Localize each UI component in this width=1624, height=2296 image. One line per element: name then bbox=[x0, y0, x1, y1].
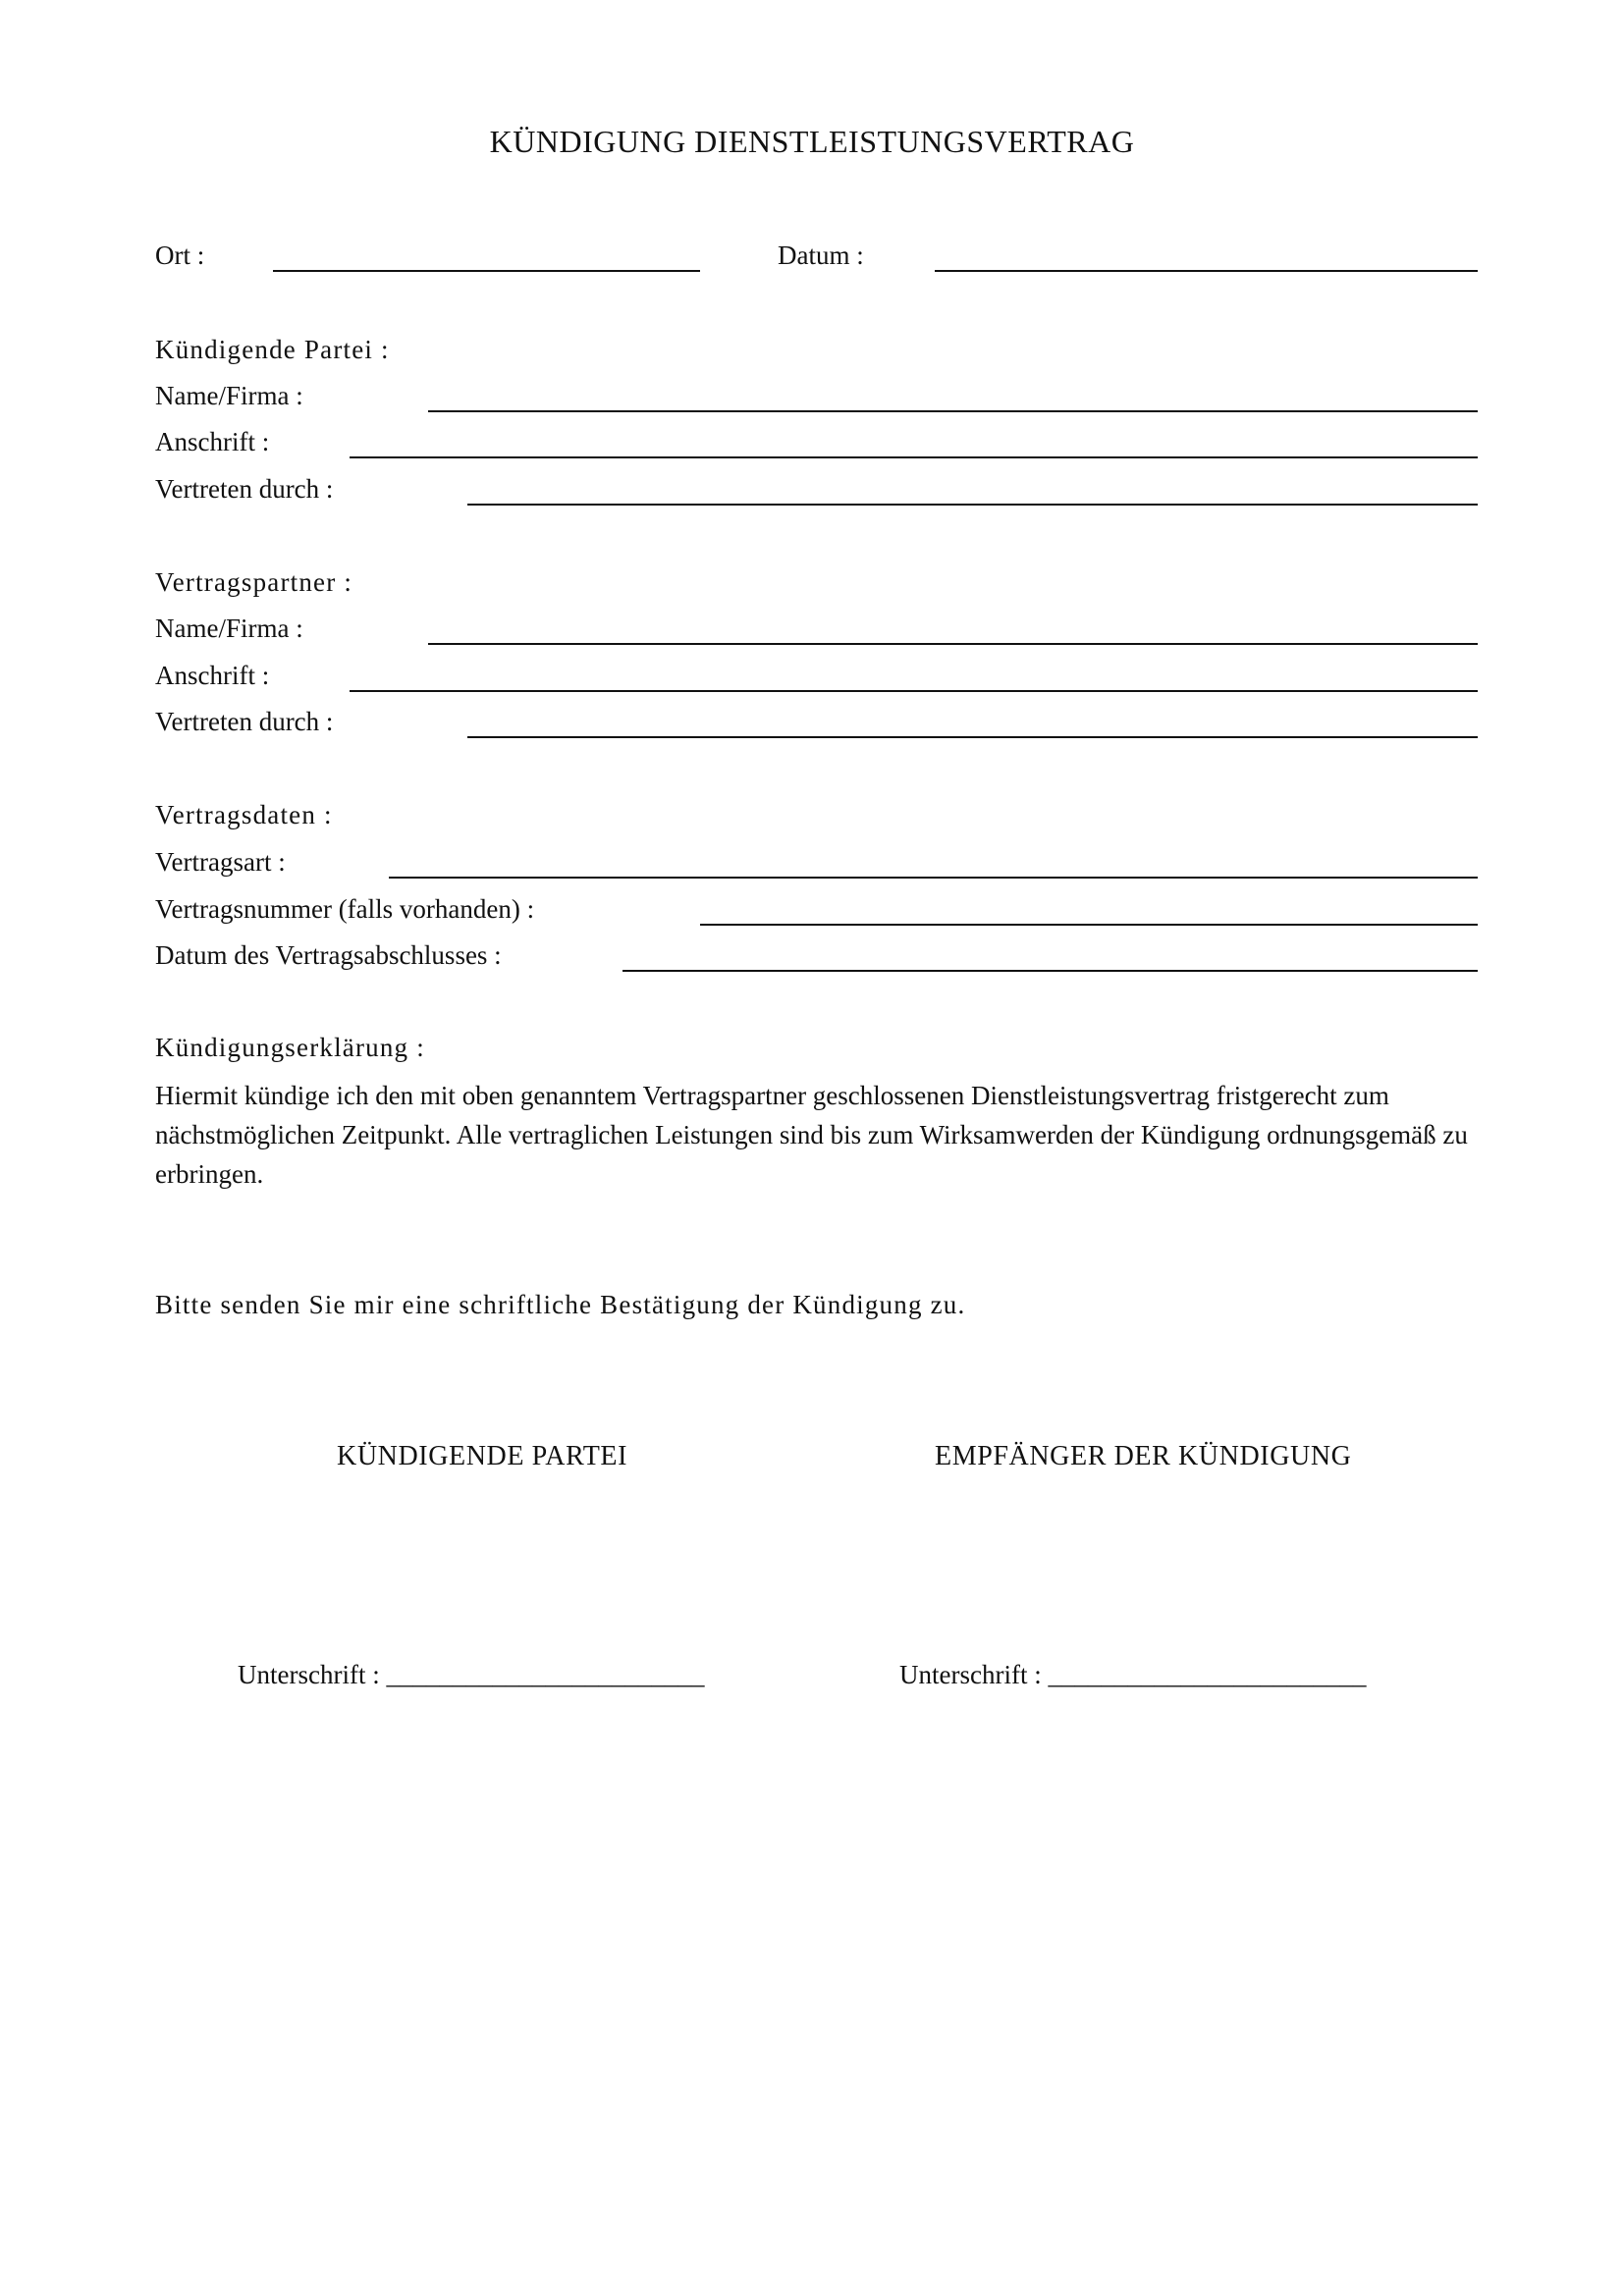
kp-name-field[interactable] bbox=[428, 410, 1478, 412]
vertragsnummer-field[interactable] bbox=[700, 924, 1478, 926]
ort-label: Ort : bbox=[155, 240, 205, 270]
kuendigungserklaerung-text: Hiermit kündige ich den mit oben genanntem Vertragspartner geschlossenen Dienstleistungsvertrag fristgerecht zum nächstmöglichen Zeitpunkt. Alle vertraglichen Leistungen sind bis zum Wirksamwerden der Kündigung ordnungsgemäß zu erbringen. bbox=[155, 1081, 1468, 1189]
kuendigungserklaerung-heading: Kündigungserklärung : bbox=[155, 1033, 425, 1062]
vertragspartner-heading: Vertragspartner : bbox=[155, 567, 353, 597]
vertragsdaten-heading: Vertragsdaten : bbox=[155, 800, 333, 829]
vertragsabschluss-label: Datum des Vertragsabschlusses : bbox=[155, 940, 502, 970]
bestaetigung-text: Bitte senden Sie mir eine schriftliche Bestätigung der Kündigung zu. bbox=[155, 1290, 966, 1319]
signature-field-right[interactable]: Unterschrift : ________________________ bbox=[899, 1660, 1367, 1689]
kp-anschrift-field[interactable] bbox=[350, 456, 1478, 458]
vp-vertreten-field[interactable] bbox=[467, 736, 1478, 738]
vertragsart-label: Vertragsart : bbox=[155, 847, 286, 877]
kp-vertreten-label: Vertreten durch : bbox=[155, 474, 334, 504]
signature-heading-left: KÜNDIGENDE PARTEI bbox=[337, 1441, 628, 1471]
signature-field-left[interactable]: Unterschrift : ________________________ bbox=[238, 1660, 705, 1689]
datum-label: Datum : bbox=[778, 240, 864, 270]
kuendigende-partei-heading: Kündigende Partei : bbox=[155, 335, 390, 364]
vp-name-field[interactable] bbox=[428, 643, 1478, 645]
vp-name-label: Name/Firma : bbox=[155, 614, 303, 643]
vertragsart-field[interactable] bbox=[389, 877, 1478, 879]
signature-heading-right: EMPFÄNGER DER KÜNDIGUNG bbox=[935, 1441, 1352, 1471]
kp-name-label: Name/Firma : bbox=[155, 381, 303, 410]
kp-anschrift-label: Anschrift : bbox=[155, 427, 270, 456]
kp-vertreten-field[interactable] bbox=[467, 504, 1478, 506]
vp-anschrift-field[interactable] bbox=[350, 690, 1478, 692]
document-title: KÜNDIGUNG DIENSTLEISTUNGSVERTRAG bbox=[489, 124, 1135, 159]
vertragsabschluss-field[interactable] bbox=[623, 970, 1478, 972]
vp-vertreten-label: Vertreten durch : bbox=[155, 707, 334, 736]
vp-anschrift-label: Anschrift : bbox=[155, 661, 270, 690]
vertragsnummer-label: Vertragsnummer (falls vorhanden) : bbox=[155, 894, 535, 924]
ort-field[interactable] bbox=[273, 270, 700, 272]
datum-field[interactable] bbox=[935, 270, 1478, 272]
